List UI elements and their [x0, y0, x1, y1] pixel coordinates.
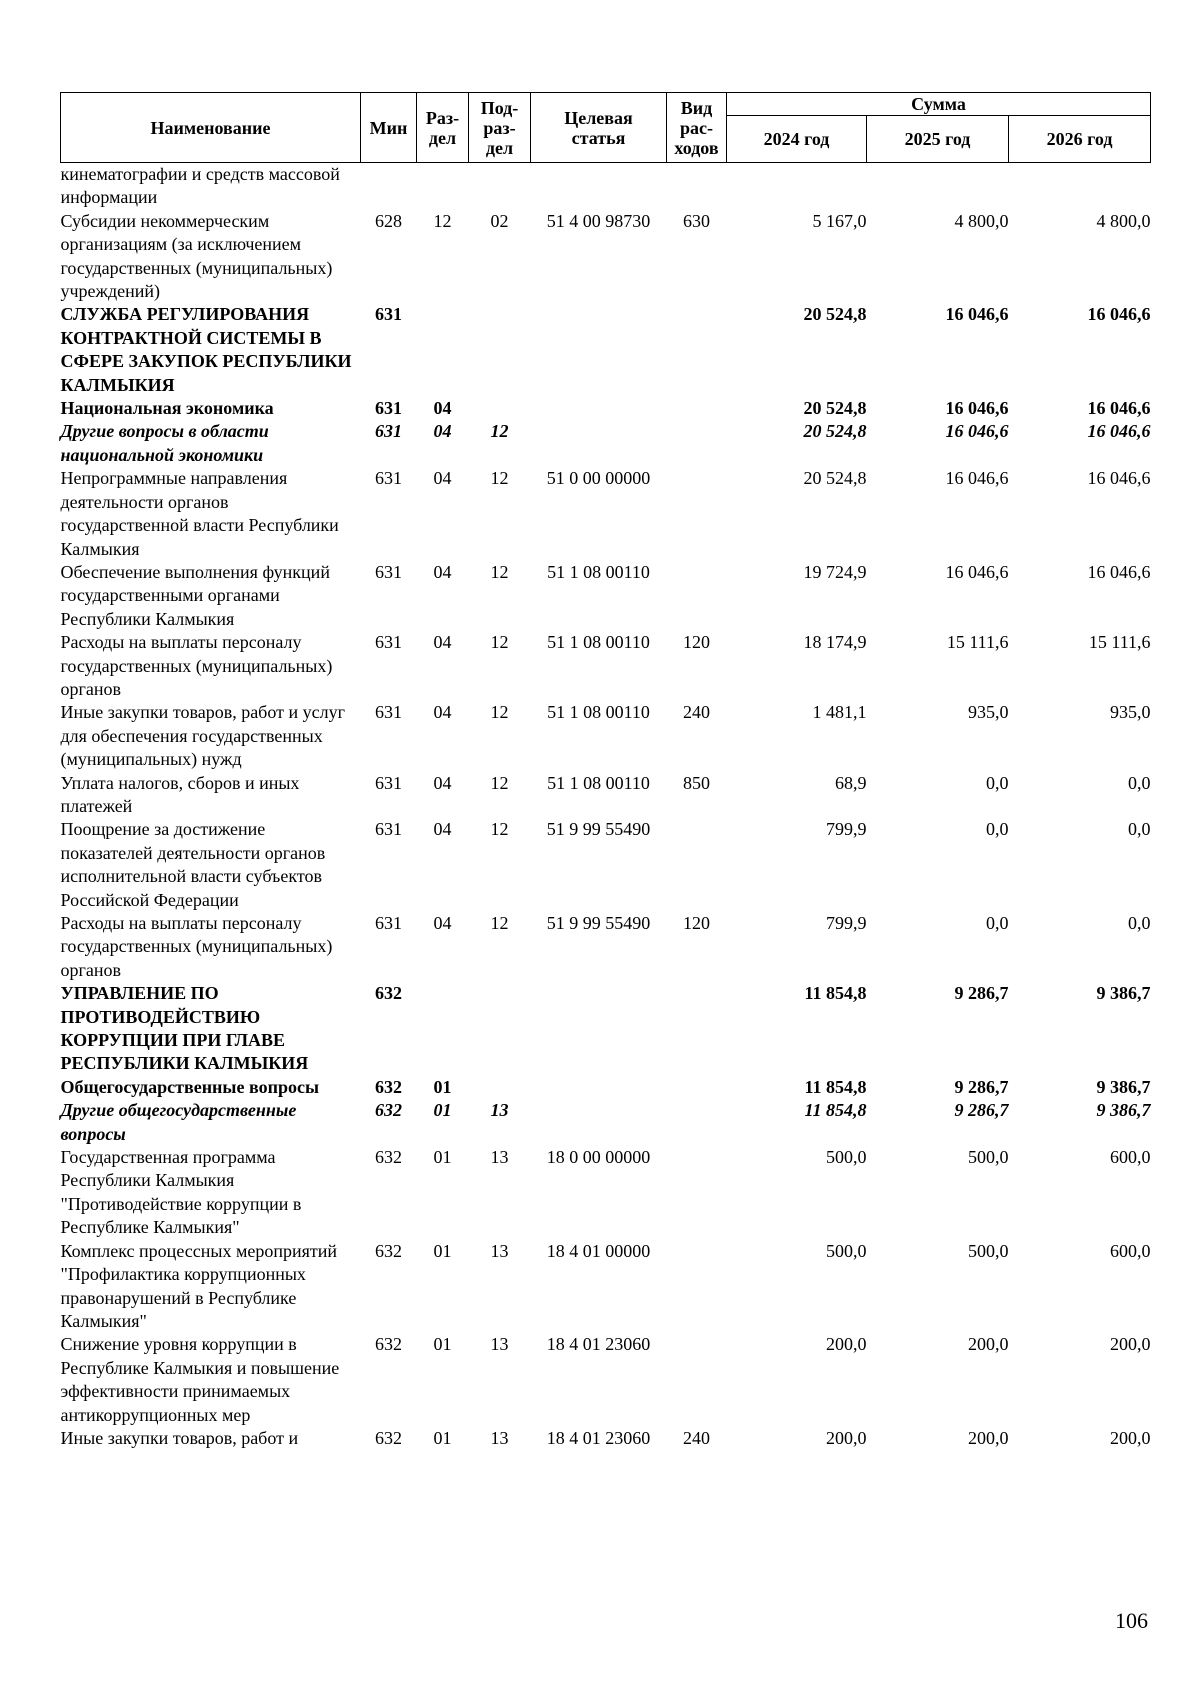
cell-min: 632 — [375, 1147, 402, 1168]
cell-2026: 200,0 — [1110, 1334, 1151, 1355]
cell-2026: 16 046,6 — [1087, 421, 1151, 442]
cell-expense-type: 240 — [683, 1427, 710, 1448]
table-row — [61, 1427, 1151, 1450]
cell-razdel: 01 — [433, 1100, 452, 1121]
cell-podrazdel: 12 — [490, 702, 509, 723]
cell-podrazdel: 12 — [490, 421, 509, 442]
cell-name: Субсидии некоммерческим организациям (за исключением государственных (муниципальных) учреждений) — [60, 210, 333, 302]
cell-name: Обеспечение выполнения функций государственными органами Республики Калмыкия — [60, 561, 330, 629]
cell-target-article: 51 4 00 98730 — [546, 210, 651, 231]
table-row — [61, 303, 1151, 397]
cell-name: Непрограммные направления деятельности органов государственной власти Республики Калмыкия — [60, 468, 339, 559]
cell-2025: 9 286,7 — [954, 1076, 1009, 1097]
cell-name: Поощрение за достижение показателей деятельности органов исполнительной власти субъектов Российской Федерации — [60, 819, 326, 910]
table-row — [61, 1076, 1151, 1099]
cell-2025: 500,0 — [968, 1147, 1009, 1168]
cell-min: 632 — [375, 1240, 402, 1261]
cell-target-article: 51 9 99 55490 — [546, 819, 651, 840]
cell-razdel: 04 — [433, 632, 452, 653]
cell-min: 631 — [375, 561, 402, 582]
cell-2026: 200,0 — [1110, 1427, 1151, 1448]
header-podrazdel — [469, 93, 531, 163]
cell-2026: 935,0 — [1110, 702, 1151, 723]
cell-target-article: 51 1 08 00110 — [547, 772, 650, 793]
table-row — [61, 818, 1151, 912]
cell-expense-type — [667, 1240, 727, 1334]
cell-min: 632 — [375, 1100, 402, 1121]
cell-2025: 15 111,6 — [946, 632, 1009, 653]
cell-2024: 11 854,8 — [804, 983, 867, 1004]
cell-2026: 15 111,6 — [1088, 632, 1151, 653]
cell-2025: 9 286,7 — [954, 983, 1009, 1004]
cell-podrazdel: 12 — [490, 468, 509, 489]
cell-podrazdel: 12 — [490, 632, 509, 653]
cell-razdel: 04 — [433, 421, 452, 442]
cell-2024: 20 524,8 — [803, 421, 867, 442]
cell-min: 632 — [375, 1334, 402, 1355]
header-target-article — [531, 93, 667, 163]
cell-2025: 16 046,6 — [945, 421, 1009, 442]
cell-min: 631 — [375, 819, 402, 840]
cell-expense-type — [667, 1146, 727, 1240]
cell-min: 631 — [375, 468, 402, 489]
table-row — [61, 561, 1151, 631]
header-sum: Сумма — [727, 93, 1151, 116]
table-row — [61, 1146, 1151, 1240]
cell-target-article — [531, 163, 667, 210]
cell-2026: 9 386,7 — [1096, 1076, 1151, 1097]
cell-2024: 68,9 — [835, 772, 867, 793]
cell-min: 631 — [375, 421, 402, 442]
cell-target-article — [531, 303, 667, 397]
cell-target-article: 18 4 01 23060 — [546, 1427, 651, 1448]
cell-min: 631 — [375, 632, 402, 653]
cell-razdel — [417, 163, 469, 210]
table-row — [61, 163, 1151, 210]
table-row — [61, 1240, 1151, 1334]
cell-2025: 0,0 — [986, 772, 1009, 793]
cell-podrazdel: 12 — [490, 772, 509, 793]
cell-name: Государственная программа Республики Калмыкия "Противодействие коррупции в Республике Калмыкия" — [60, 1147, 302, 1238]
cell-name: Комплекс процессных мероприятий "Профилактика коррупционных правонарушений в Республике Калмыкия" — [60, 1240, 338, 1331]
cell-expense-type: 240 — [683, 702, 710, 723]
cell-name: УПРАВЛЕНИЕ ПО ПРОТИВОДЕЙСТВИЮ КОРРУПЦИИ ПРИ ГЛАВЕ РЕСПУБЛИКИ КАЛМЫКИЯ — [60, 983, 309, 1074]
cell-name: Другие вопросы в области национальной экономики — [60, 421, 269, 465]
cell-target-article — [531, 420, 667, 467]
cell-podrazdel — [469, 982, 531, 1076]
cell-razdel: 04 — [433, 772, 452, 793]
cell-target-article — [531, 397, 667, 420]
cell-expense-type — [667, 163, 727, 210]
cell-2025: 9 286,7 — [954, 1100, 1009, 1121]
cell-2026: 9 386,7 — [1096, 1100, 1151, 1121]
cell-expense-type — [667, 1333, 727, 1427]
cell-2024: 5 167,0 — [812, 210, 867, 231]
cell-min: 631 — [375, 913, 402, 933]
header-expense-type — [667, 93, 727, 163]
cell-expense-type — [667, 467, 727, 561]
cell-razdel — [417, 303, 469, 397]
cell-razdel — [417, 982, 469, 1076]
cell-podrazdel: 12 — [490, 913, 509, 933]
table-row — [61, 701, 1151, 771]
header-razdel — [417, 93, 469, 163]
cell-razdel: 04 — [433, 398, 452, 419]
cell-target-article: 18 0 00 00000 — [546, 1147, 651, 1168]
cell-podrazdel — [469, 303, 531, 397]
cell-razdel: 01 — [433, 1427, 452, 1448]
cell-2024: 18 174,9 — [803, 632, 867, 653]
cell-2026: 0,0 — [1128, 819, 1151, 840]
cell-target-article: 51 9 99 55490 — [546, 913, 651, 933]
cell-2026: 600,0 — [1110, 1147, 1151, 1168]
table-row — [61, 772, 1151, 819]
cell-min: 628 — [375, 210, 402, 231]
cell-min: 632 — [375, 1427, 402, 1448]
table-row — [61, 982, 1151, 1076]
budget-table — [60, 92, 1151, 1450]
table-row — [61, 397, 1151, 420]
cell-razdel: 01 — [433, 1334, 452, 1355]
table-body — [61, 163, 1151, 1451]
cell-2025 — [867, 163, 1009, 210]
cell-2025: 200,0 — [968, 1427, 1009, 1448]
cell-2024: 799,9 — [826, 819, 867, 840]
cell-name: Снижение уровня коррупции в Республике Калмыкия и повышение эффективности принимаемых антикоррупционных мер — [60, 1334, 340, 1425]
cell-podrazdel: 12 — [490, 561, 509, 582]
cell-target-article: 51 0 00 00000 — [546, 468, 651, 489]
cell-2025: 4 800,0 — [954, 210, 1009, 231]
header-year-2026: 2026 год — [1009, 116, 1151, 163]
table-row — [61, 912, 1151, 982]
cell-expense-type: 120 — [683, 913, 710, 933]
cell-podrazdel — [469, 397, 531, 420]
cell-2024: 20 524,8 — [803, 304, 867, 325]
cell-razdel: 01 — [433, 1240, 452, 1261]
header-razdel-text: Раз- дел — [425, 107, 460, 148]
cell-min: 631 — [375, 304, 402, 325]
cell-2024: 200,0 — [826, 1427, 867, 1448]
cell-target-article: 18 4 01 00000 — [546, 1240, 651, 1261]
page-number: 106 — [1115, 1608, 1148, 1633]
cell-name: Общегосударственные вопросы — [60, 1076, 319, 1097]
cell-2025: 935,0 — [968, 702, 1009, 723]
cell-name: Расходы на выплаты персоналу государственных (муниципальных) органов — [60, 632, 333, 699]
cell-expense-type — [667, 1099, 727, 1146]
cell-2026: 16 046,6 — [1087, 304, 1151, 325]
cell-2024: 1 481,1 — [812, 702, 867, 723]
header-expense-type-text: Вид рас- ходов — [674, 97, 719, 158]
table-row — [61, 1099, 1151, 1146]
cell-podrazdel — [469, 1076, 531, 1099]
cell-target-article: 51 1 08 00110 — [547, 561, 650, 582]
header-podrazdel-text: Под- раз- дел — [480, 97, 519, 158]
header-target-article-text: Целевая статья — [564, 107, 633, 148]
cell-name: СЛУЖБА РЕГУЛИРОВАНИЯ КОНТРАКТНОЙ СИСТЕМЫ В СФЕРЕ ЗАКУПОК РЕСПУБЛИКИ КАЛМЫКИЯ — [60, 304, 352, 395]
cell-podrazdel: 13 — [490, 1100, 509, 1121]
cell-2025: 16 046,6 — [945, 468, 1009, 489]
cell-2024: 20 524,8 — [803, 468, 867, 489]
cell-name: Иные закупки товаров, работ и — [60, 1427, 299, 1448]
cell-podrazdel — [469, 163, 531, 210]
cell-2024: 11 854,8 — [804, 1076, 867, 1097]
cell-name: кинематографии и средств массовой информации — [60, 164, 340, 208]
cell-2024: 11 854,8 — [804, 1100, 867, 1121]
cell-podrazdel: 12 — [490, 819, 509, 840]
cell-expense-type — [667, 303, 727, 397]
cell-razdel: 12 — [433, 210, 452, 231]
cell-2025: 0,0 — [986, 913, 1009, 933]
cell-expense-type — [667, 397, 727, 420]
table-row — [61, 631, 1151, 701]
cell-target-article — [531, 1076, 667, 1099]
cell-2026: 4 800,0 — [1096, 210, 1151, 231]
cell-2026: 0,0 — [1128, 772, 1151, 793]
cell-2024: 799,9 — [826, 913, 867, 933]
cell-min: 632 — [375, 1076, 402, 1097]
header-year-2025: 2025 год — [867, 116, 1009, 163]
cell-expense-type: 120 — [683, 632, 710, 653]
cell-2026: 0,0 — [1128, 913, 1151, 933]
cell-2025: 16 046,6 — [945, 561, 1009, 582]
cell-target-article: 51 1 08 00110 — [547, 632, 650, 653]
cell-name: Иные закупки товаров, работ и услуг для обеспечения государственных (муниципальных) нужд — [60, 702, 345, 770]
table-row — [61, 210, 1151, 304]
table-row — [61, 420, 1151, 467]
cell-2025: 16 046,6 — [945, 398, 1009, 419]
cell-name: Уплата налогов, сборов и иных платежей — [60, 772, 300, 816]
cell-2024: 500,0 — [826, 1147, 867, 1168]
cell-2024: 200,0 — [826, 1334, 867, 1355]
cell-expense-type: 850 — [683, 772, 710, 793]
cell-2026: 16 046,6 — [1087, 561, 1151, 582]
table-row — [61, 1333, 1151, 1427]
cell-expense-type — [667, 561, 727, 631]
cell-name: Национальная экономика — [60, 398, 274, 419]
cell-razdel: 04 — [433, 913, 452, 933]
cell-min: 631 — [375, 398, 402, 419]
cell-expense-type — [667, 818, 727, 912]
cell-2026: 16 046,6 — [1087, 468, 1151, 489]
cell-2026: 9 386,7 — [1096, 983, 1151, 1004]
cell-razdel: 04 — [433, 702, 452, 723]
cell-2025: 200,0 — [968, 1334, 1009, 1355]
cell-name: Расходы на выплаты персоналу государственных (муниципальных) органов — [60, 913, 333, 980]
cell-min: 632 — [375, 983, 402, 1004]
header-name: Наименование — [61, 93, 361, 163]
cell-expense-type — [667, 420, 727, 467]
cell-razdel: 01 — [433, 1076, 452, 1097]
cell-2024: 20 524,8 — [803, 398, 867, 419]
cell-razdel: 01 — [433, 1147, 452, 1168]
cell-min: 631 — [375, 772, 402, 793]
cell-min — [361, 163, 417, 210]
header-year-2024: 2024 год — [727, 116, 867, 163]
cell-expense-type — [667, 982, 727, 1076]
cell-razdel: 04 — [433, 561, 452, 582]
cell-2026 — [1009, 163, 1151, 210]
cell-name: Другие общегосударственные вопросы — [60, 1100, 297, 1144]
cell-min: 631 — [375, 702, 402, 723]
cell-razdel: 04 — [433, 468, 452, 489]
cell-target-article: 51 1 08 00110 — [547, 702, 650, 723]
cell-expense-type — [667, 1076, 727, 1099]
cell-2026: 600,0 — [1110, 1240, 1151, 1261]
cell-2024: 19 724,9 — [803, 561, 867, 582]
table-header — [61, 93, 1151, 163]
cell-2025: 16 046,6 — [945, 304, 1009, 325]
header-min: Мин — [361, 93, 417, 163]
cell-podrazdel: 13 — [490, 1334, 509, 1355]
cell-razdel: 04 — [433, 819, 452, 840]
cell-2024 — [727, 163, 867, 210]
cell-target-article: 18 4 01 23060 — [546, 1334, 651, 1355]
cell-target-article — [531, 1099, 667, 1146]
cell-podrazdel: 13 — [490, 1147, 509, 1168]
cell-podrazdel: 13 — [490, 1240, 509, 1261]
cell-2024: 500,0 — [826, 1240, 867, 1261]
cell-podrazdel: 02 — [490, 210, 509, 231]
cell-2025: 0,0 — [986, 819, 1009, 840]
cell-2026: 16 046,6 — [1087, 398, 1151, 419]
cell-target-article — [531, 982, 667, 1076]
table-row — [61, 467, 1151, 561]
cell-2025: 500,0 — [968, 1240, 1009, 1261]
cell-expense-type: 630 — [683, 210, 710, 231]
cell-podrazdel: 13 — [490, 1427, 509, 1448]
